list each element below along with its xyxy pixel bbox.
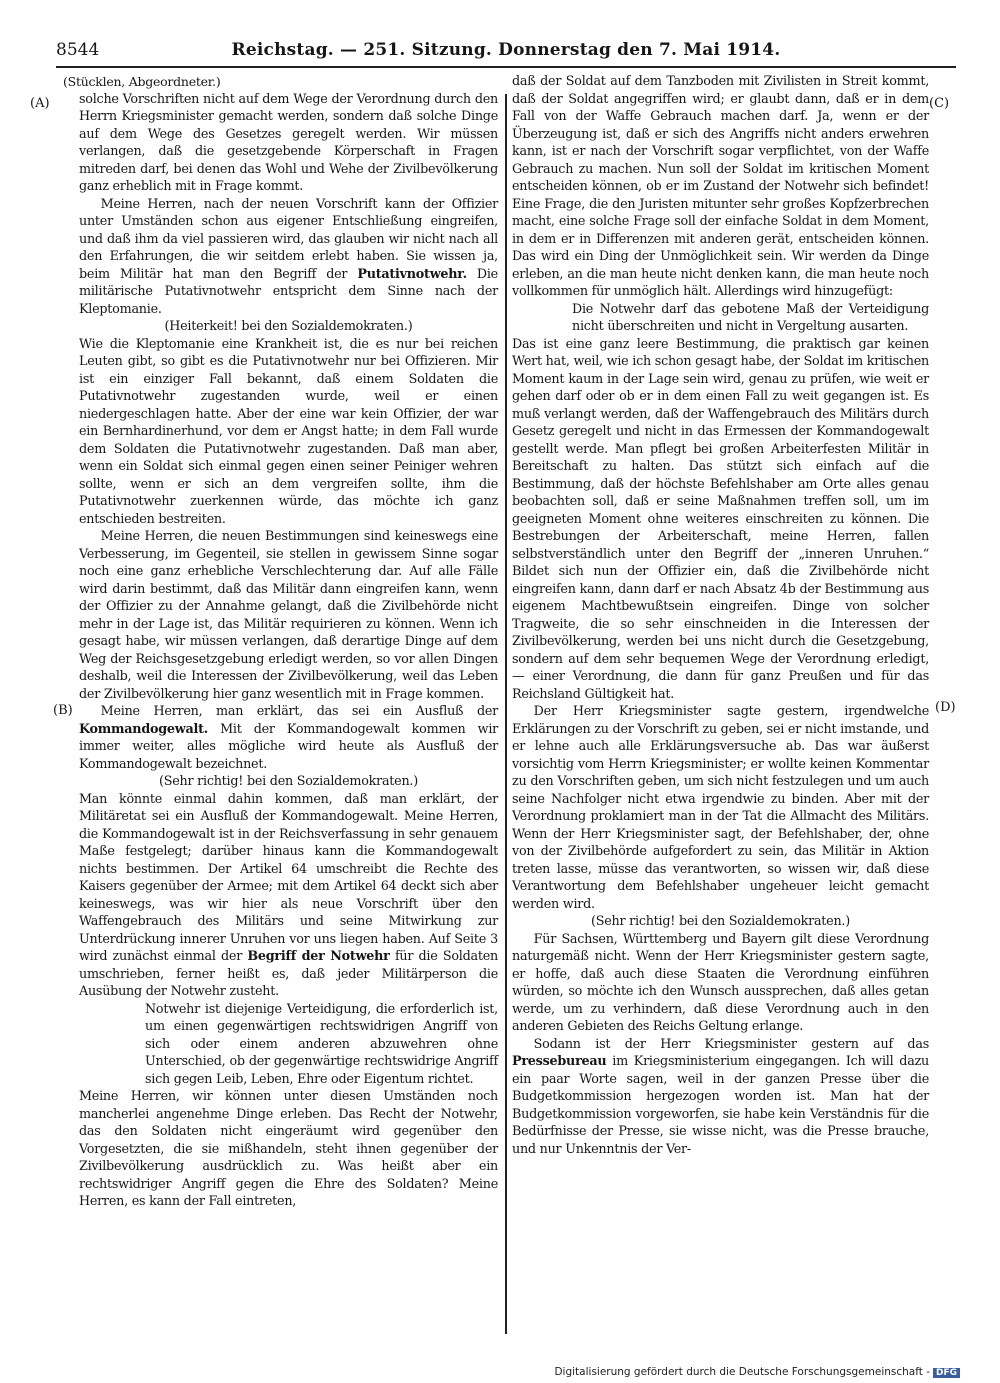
margin-marker-d: (D)	[935, 700, 956, 715]
paragraph: Für Sachsen, Württemberg und Bayern gilt diese Verordnung naturgemäß nicht. Wenn der Herr Kriegsminister gestern sagte, er hoffe, daß auch diese Staaten die Verordnung einführen würden, so möchte ich den Wunsch aussprechen, daß alles getan werde, um zu verhindern, daß diese Verordnung auch in den anderen Gebieten des Reichs Geltung erlange.	[512, 931, 929, 1034]
block-quote: Notwehr ist diejenige Verteidigung, die erforderlich ist, um einen gegenwärtigen rechtswidrigen Angriff von sich oder einem anderen abzuwehren ohne Unterschied, ob der gegenwärtige rechtswidrige Angriff sich gegen Leib, Leben, Ehre oder Eigentum richtet.	[145, 1001, 498, 1087]
bold-term: Begriff der Notwehr	[247, 949, 390, 964]
interjection: (Sehr richtig! bei den Sozialdemokraten.)	[591, 914, 850, 929]
bold-term: Pressebureau	[512, 1054, 607, 1069]
paragraph: Meine Herren, wir können unter diesen Umständen noch mancherlei angenehme Dinge erleben. Das Recht der Notwehr, das den Soldaten nicht eingeräumt wird gegenüber den Vorgesetzten, die sie mißhandeln, steht ihnen gegenüber der Zivilbevölkerung ausdrücklich zu. Was heißt aber ein rechtswidriger Angriff gegen die Ehre des Soldaten? Meine Herren, es kann der Fall eintreten,	[79, 1089, 498, 1209]
paragraph: Meine Herren, man erklärt, das sei ein Ausfluß der Kommandogewalt. Mit der Kommandogewalt kommen wir immer weiter, alles mögliche wird heute als Ausfluß der Kommandogewalt bezeichnet.	[79, 704, 498, 772]
bold-term: Putativnotwehr.	[357, 266, 467, 282]
left-column	[63, 73, 498, 1323]
interjection: (Heiterkeit! bei den Sozialdemokraten.)	[164, 319, 413, 334]
paragraph: Der Herr Kriegsminister sagte gestern, irgendwelche Erklärungen zu der Vorschrift zu geben, sei er nicht imstande, und er lehne auch alle Erklärungsversuche ab. Das war äußerst vorsichtig vom Herrn Kriegsminister; er wollte keinen Kommentar zu den Vorschriften geben, um sich nicht festzulegen und um auch seine Nachfolger nicht etwa irgendwie zu binden. Aber mit der Verordnung proklamiert man in der Tat die Allmacht des Militärs. Wenn der Herr Kriegsminister sagt, der Befehlshaber, der, ohne von der Zivilbehörde aufgefordert zu sein, das Militär in Aktion treten lasse, müsse das verantworten, so wissen wir, daß diese Verantwortung dem Befehlshaber ungeheuer leicht gemacht werden wird.	[512, 704, 929, 912]
paragraph: Sodann ist der Herr Kriegsminister gestern auf das Pressebureau im Kriegsministerium eingegangen. Ich will dazu ein paar Worte sagen, weil in der ganzen Presse über die Budgetkommission hergezogen worden ist. Man hat der Budgetkommission vorgeworfen, sie habe kein Verständnis für die Bedürfnisse der Presse, sie wisse nicht, was die Presse brauche, und nur Unkenntnis der Ver-	[512, 1036, 929, 1157]
running-title: Reichstag. — 251. Sitzung. Donnerstag den 7. Mai 1914.	[231, 40, 781, 60]
right-column	[512, 73, 929, 1323]
margin-marker-a: (A)	[30, 96, 50, 111]
page-header	[56, 40, 956, 64]
block-quote: Die Notwehr darf das gebotene Maß der Verteidigung nicht überschreiten und nicht in Vergeltung ausarten.	[572, 301, 929, 334]
digitization-credit	[554, 1366, 960, 1378]
paragraph: Das ist eine ganz leere Bestimmung, die praktisch gar keinen Wert hat, weil, wie ich schon gesagt habe, der Soldat im kritischen Moment kaum in der Lage sein wird, genau zu prüfen, wie weit er gehen darf oder ob er in dem einen Fall zu weit gegangen ist. Es muß verlangt werden, daß der Waffengebrauch des Militärs durch Gesetz geregelt und nicht in das Ermessen der Kommandogewalt gestellt werde. Man pflegt bei großen Arbeiterfesten Militär in Bereitschaft zu halten. Das stützt sich einfach auf die Bestimmung, daß der höchste Befehlshaber am Orte alles genau beobachten soll, daß er seine Maßnahmen treffen soll, um im geeigneten Moment ohne weiteres einschreiten zu können. Die Bestrebungen der Arbeiterschaft, meine Herren, fallen selbstverständlich unter den Begriff der „inneren Unruhen.“ Bildet sich nun der Offizier ein, daß die Zivilbehörde nicht eingreifen kann, dann darf er nach Absatz 4b der Bestimmung aus eigenem Machtbewußtsein eingreifen. Dinge von solcher Tragweite, die so sehr einschneiden in die Interessen der Zivilbevölkerung, werden bei uns nicht durch die Gesetzgebung, sondern auf dem sehr bequemen Wege der Verordnung erledigt, — einer Verordnung, die dann für ganz Preußen und für das Reichsland Gültigkeit hat.	[512, 336, 929, 702]
bold-term: Kommandogewalt.	[79, 721, 208, 737]
dfg-logo: DFG	[933, 1368, 960, 1378]
paragraph: daß der Soldat auf dem Tanzboden mit Zivilisten in Streit kommt, daß der Soldat angegriffen wird; er glaubt dann, daß er in dem Fall von der Waffe Gebrauch machen darf. Ja, wenn er der Überzeugung ist, daß er sich des Angriffs nicht anders erwehren kann, ist er nach der Vorschrift sogar verpflichtet, von der Waffe Gebrauch zu machen. Nun soll der Soldat im kritischen Moment entscheiden können, ob er im Zustand der Notwehr sich befindet! Eine Frage, die den Juristen mitunter sehr großes Kopfzerbrechen macht, eine solche Frage soll der einfache Soldat in dem Moment, in dem er in Differenzen mit anderen gerät, entscheiden können. Das wird ein Ding der Unmöglichkeit sein. Wir werden da Dinge erleben, an die man heute nicht denken kann, die man heute noch vollkommen für unmöglich hält. Allerdings wird hinzugefügt:	[512, 74, 929, 299]
column-divider	[505, 94, 507, 1334]
page-number: 8544	[56, 40, 100, 60]
paragraph: solche Vorschriften nicht auf dem Wege der Verordnung durch den Herrn Kriegsminister gemacht werden, sondern daß solche Dinge auf dem Wege des Gesetzes geregelt werden. Wir müssen verlangen, daß die gesetzgebende Körperschaft in Fragen mitreden darf, bei denen das Wohl und Wehe der Zivilbevölkerung ganz erheblich mit in Frage kommt.	[79, 91, 498, 194]
margin-marker-b: (B)	[53, 703, 73, 718]
margin-marker-c: (C)	[929, 96, 950, 111]
interjection: (Sehr richtig! bei den Sozialdemokraten.)	[159, 774, 418, 789]
header-rule	[56, 66, 956, 68]
paragraph: Meine Herren, nach der neuen Vorschrift kann der Offizier unter Umständen schon aus eigener Entschließung eingreifen, und daß ihm da viel passieren wird, das glauben wir nicht nach all den Erfahrungen, die wir seitdem erlebt haben. Sie wissen ja, beim Militär hat man den Begriff der Putativnotwehr. Die militärische Putativnotwehr entspricht dem Sinne nach der Kleptomanie.	[79, 196, 498, 317]
speaker-label: (Stücklen, Abgeordneter.)	[63, 74, 221, 89]
paragraph: Wie die Kleptomanie eine Krankheit ist, die es nur bei reichen Leuten gibt, so gibt es die Putativnotwehr nur bei Offizieren. Mir ist ein einziger Fall bekannt, daß einem Soldaten die Putativnotwehr zugestanden wurde, weil er einen niedergeschlagen hatte. Aber der eine war kein Offizier, der war ein Bernhardinerhund, vor dem er Angst hatte; in dem Fall wurde dem Soldaten die Putativnotwehr zugestanden. Daß man aber, wenn ein Soldat sich einmal gegen einen seiner Peiniger wehren sollte, wenn er sich an dem vergreifen sollte, ihm die Putativnotwehr zuerkennen würde, das möchte ich ganz entschieden bestreiten.	[79, 336, 498, 527]
paragraph: Meine Herren, die neuen Bestimmungen sind keineswegs eine Verbesserung, im Gegenteil, sie stellen in gewissem Sinne sogar noch eine ganz erhebliche Verschlechterung dar. Auf alle Fälle wird darin bestimmt, daß das Militär dann eingreifen kann, wenn der Offizier zu der Annahme gelangt, daß die Zivilbehörde nicht mehr in der Lage ist, das Militär requirieren zu können. Wenn ich gesagt habe, wir müssen verlangen, daß derartige Dinge auf dem Weg der Reichsgesetzgebung erledigt werden, so vor allen Dingen deshalb, weil die Interessen der Zivilbevölkerung, weil das Leben der Zivilbevölkerung hier ganz wesentlich mit in Frage kommen.	[79, 529, 498, 702]
credit-text: Digitalisierung gefördert durch die Deutsche Forschungsgemeinschaft -	[554, 1366, 930, 1378]
paragraph: Man könnte einmal dahin kommen, daß man erklärt, der Militäretat sei ein Ausfluß der Kommandogewalt. Meine Herren, die Kommandogewalt ist in der Reichsverfassung in sehr genauem Maße festgelegt; darüber hinaus kann die Kommandogewalt nichts bestimmen. Der Artikel 64 umschreibt die Rechte des Kaisers gegenüber der Armee; mit dem Artikel 64 deckt sich aber keineswegs, was wir hier als neue Vorschrift über den Waffengebrauch des Militärs und seine Mitwirkung zur Unterdrückung innerer Unruhen vor uns liegen haben. Auf Seite 3 wird zunächst einmal der Begriff der Notwehr für die Soldaten umschrieben, ferner heißt es, daß jeder Militärperson die Ausübung der Notwehr zusteht.	[79, 791, 498, 999]
